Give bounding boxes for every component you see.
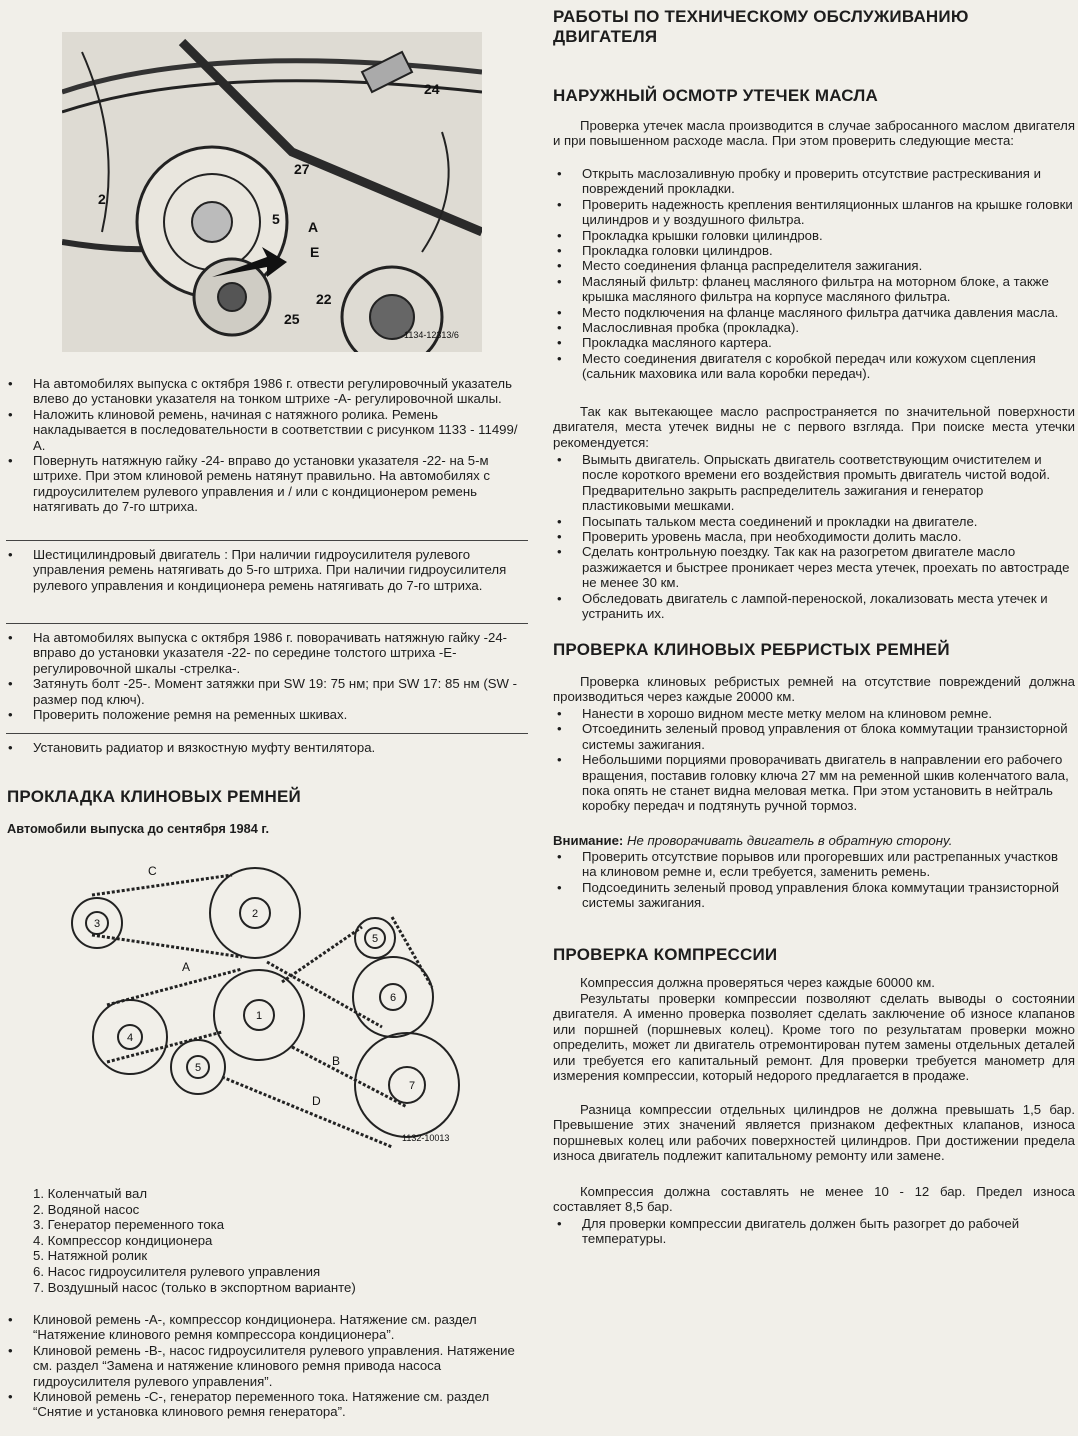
tensioner-figure (62, 32, 482, 352)
tension-list (6, 630, 526, 722)
list-item: • На автомобилях выпуска с октября 1986 г. поворачивать натяжную гайку -24- вправо до установки указателя -22- по середине толстого штриха -Е- регулировочной шкалы -стрелка-. (6, 630, 526, 676)
page-title: РАБОТЫ ПО ТЕХНИЧЕСКОМУ ОБСЛУЖИВАНИЮ ДВИГАТЕЛЯ (553, 7, 969, 46)
belt-label: C (148, 864, 157, 878)
callout-24: 24 (424, 81, 440, 97)
adjustment-list (6, 376, 526, 515)
legend-item: 6. Насос гидроусилителя рулевого управления (33, 1263, 321, 1279)
list-item: • Проверить отсутствие порывов или прогоревших или растрепанных участков на клиновом ремне и, если требуется, заменить ремень. (555, 849, 1075, 880)
list-item: • Клиновой ремень -С-, генератор переменного тока. Натяжение см. раздел “Снятие и установка клинового ремня генератора”. (6, 1389, 526, 1420)
list-item: • Для проверки компрессии двигатель должен быть разогрет до рабочей температуры. (555, 1216, 1075, 1247)
pulley-label: 2 (251, 908, 259, 920)
list-item: • Вымыть двигатель. Опрыскать двигатель соответствующим очистителем и после короткого времени его воздействия промыть двигатель чистой водой. Предварительно закрыть распределитель зажигания и генератор пластиковыми мешками. (555, 452, 1075, 514)
section-heading-oil-leaks: НАРУЖНЫЙ ОСМОТР УТЕЧЕК МАСЛА (553, 86, 878, 105)
list-item: • Клиновой ремень -В-, насос гидроусилителя рулевого управления. Натяжение см. раздел “Замена и натяжение клинового ремня привода насоса гидроусилителя рулевого управления”. (6, 1343, 526, 1389)
list-item: • Открыть маслозаливную пробку и проверить отсутствие растрескивания и повреждений прокладки. (555, 166, 1075, 197)
list-item: • Посыпать тальком места соединений и прокладки на двигателе. (555, 514, 1075, 529)
list-item: • Прокладка крышки головки цилиндров. (555, 228, 1075, 243)
list-item: • Клиновой ремень -А-, компрессор кондиционера. Натяжение см. раздел “Натяжение клинового ремня компрессора кондиционера”. (6, 1312, 526, 1343)
belt-label: D (312, 1094, 321, 1108)
list-item: • Проверить положение ремня на ременных шкивах. (6, 707, 526, 722)
pulley-label: 3 (93, 918, 101, 930)
belt-notes-list (6, 1312, 526, 1420)
list-item: • Прокладка головки цилиндров. (555, 243, 1075, 258)
list-item: • Подсоединить зеленый провод управления блока коммутации транзисторной системы зажигания. (555, 880, 1075, 911)
radiator-list (6, 740, 526, 755)
list-item: • Проверить надежность крепления вентиляционных шлангов на крышке головки цилиндров и у воздушного фильтра. (555, 197, 1075, 228)
callout-25: 25 (284, 311, 300, 327)
divider (6, 623, 528, 624)
section-heading-compression: ПРОВЕРКА КОМПРЕССИИ (553, 945, 778, 964)
figure-code: 1132-10013 (402, 1133, 450, 1143)
list-item: • Масляный фильтр: фланец масляного фильтра на моторном блоке, а также крышка масляного фильтра на корпусе масляного фильтра. (555, 274, 1075, 305)
list-item: • Сделать контрольную поездку. Так как на разогретом двигателе масло разжижается и быстрее проникает через места утечек, проехать по автостраде не менее 30 км. (555, 544, 1075, 590)
legend-item: 7. Воздушный насос (только в экспортном варианте) (33, 1279, 356, 1295)
list-item: • Наложить клиновой ремень, начиная с натяжного ролика. Ремень накладывается в последовательности в соответствии с рисунком 1133 - 11499/А. (6, 407, 526, 453)
legend-item: 3. Генератор переменного тока (33, 1217, 225, 1233)
warning-label: Внимание: (553, 833, 624, 848)
list-item: • Место подключения на фланце масляного фильтра датчика давления масла. (555, 305, 1075, 320)
list-item: • Шестицилиндровый двигатель : При наличии гидроусилителя рулевого управления ремень натягивать до 5-го штриха. При наличии гидроусилителя рулевого управления и кондиционера ремень натягивать до 7-го штриха. (6, 547, 526, 593)
callout-a: A (308, 219, 319, 235)
pulley-label: 4 (126, 1032, 134, 1044)
oil-intro: Проверка утечек масла производится в случае забросанного маслом двигателя и при повышенном расходе масла. При этом проверить следующие места: (553, 118, 1075, 149)
legend-item: 4. Компрессор кондиционера (33, 1232, 213, 1248)
legend-item: 1. Коленчатый вал (33, 1186, 148, 1201)
legend-item: 2. Водяной насос (33, 1201, 140, 1217)
pulley-label: 1 (255, 1010, 263, 1022)
divider (6, 540, 528, 541)
compression-p2: Результаты проверки компрессии позволяют сделать выводы о состоянии двигателя. А именно проверка позволяет сделать заключение об износе клапанов или поршней (поршневых колец). Кроме того по результатам проверки можно определить, может ли двигатель отремонтирован путем замены отдельных деталей или требуется его капитальный ремонт. Для проверки требуется манометр для измерения компрессии, который недорого предлагается в продаже. (553, 991, 1075, 1084)
list-item: • Установить радиатор и вязкостную муфту вентилятора. (6, 740, 526, 755)
compression-p4: Компрессия должна составлять не менее 10 - 12 бар. Предел износа составляет 8,5 бар. (553, 1184, 1075, 1215)
callout-e: E (310, 244, 320, 260)
callout-5: 5 (272, 211, 280, 227)
six-cylinder-list (6, 547, 526, 593)
list-item: • Небольшими порциями проворачивать двигатель в направлении его рабочего вращения, поставив головку ключа 27 мм на ременной шкив коленчатого вала, пока опять не станет видна меловая метка. При этом установить в нейтраль коробку передач и подтянуть ручной тормоз. (555, 752, 1075, 814)
divider (6, 733, 528, 734)
belt-check-intro: Проверка клиновых ребристых ремней на отсутствие повреждений должна производиться через каждые 20000 км. (553, 674, 1075, 705)
pulley-label: 7 (408, 1080, 416, 1092)
diagram-legend (33, 1186, 356, 1295)
warning-text: Не проворачивать двигатель в обратную сторону. (626, 833, 953, 848)
list-item: • На автомобилях выпуска с октября 1986 г. отвести регулировочный указатель влево до установки указателя на тонком штрихе -А- регулировочной шкалы. (6, 376, 526, 407)
leak-search-list (555, 452, 1075, 621)
compression-p3: Разница компрессии отдельных цилиндров не должна превышать 1,5 бар. Превышение этих значений является признаком дефектных клапанов, износа поршневых колец или рабочих поверхностей цилиндров. При достижении предела износа двигатель подлежит капитальному ремонту или замене. (553, 1102, 1075, 1164)
belt-label: A (182, 960, 191, 974)
list-item: • Прокладка масляного картера. (555, 335, 1075, 350)
pulley-label: 5 (194, 1062, 202, 1074)
list-item: • Отсоединить зеленый провод управления от блока коммутации транзисторной системы зажигания. (555, 721, 1075, 752)
belt-routing-diagram (62, 857, 472, 1157)
oil-check-list (555, 166, 1075, 382)
section-subheading: Автомобили выпуска до сентября 1984 г. (7, 821, 270, 836)
list-item: • Обследовать двигатель с лампой-переноской, локализовать места утечек и устранить их. (555, 591, 1075, 622)
figure-code: 1134-12313/6 (404, 330, 459, 340)
callout-22: 22 (316, 291, 332, 307)
oil-para2: Так как вытекающее масло распространяется по значительной поверхности двигателя, места утечек видны не с первого взгляда. При поиске места утечки рекомендуется: (553, 404, 1075, 450)
compression-list (555, 1216, 1075, 1247)
pulley-label: 6 (389, 992, 397, 1004)
list-item: • Место соединения фланца распределителя зажигания. (555, 258, 1075, 273)
belt-check-list (555, 706, 1075, 814)
list-item: • Место соединения двигателя с коробкой передач или кожухом сцепления (сальник маховика или вала коробки передач). (555, 351, 1075, 382)
list-item: • Проверить уровень масла, при необходимости долить масло. (555, 529, 1075, 544)
section-heading-belt-routing: ПРОКЛАДКА КЛИНОВЫХ РЕМНЕЙ (7, 787, 301, 806)
callout-27: 27 (294, 161, 310, 177)
section-heading-belt-check: ПРОВЕРКА КЛИНОВЫХ РЕБРИСТЫХ РЕМНЕЙ (553, 640, 950, 659)
list-item: • Нанести в хорошо видном месте метку мелом на клиновом ремне. (555, 706, 1075, 721)
legend-item: 5. Натяжной ролик (33, 1248, 148, 1264)
compression-p1: Компрессия должна проверяться через каждые 60000 км. (580, 975, 935, 990)
callout-2: 2 (98, 191, 106, 207)
belt-check-list-2 (555, 849, 1075, 911)
list-item: • Повернуть натяжную гайку -24- вправо до установки указателя -22- на 5-м штрихе. При этом клиновой ремень натянут правильно. На автомобилях с гидроусилителем рулевого управления и / или с кондиционером ремень натягивать до 7-го штриха. (6, 453, 526, 515)
pulley-label: 5 (371, 933, 379, 945)
list-item: • Маслосливная пробка (прокладка). (555, 320, 1075, 335)
warning-note (553, 833, 1075, 848)
list-item: • Затянуть болт -25-. Момент затяжки при SW 19: 75 нм; при SW 17: 85 нм (SW - размер под ключ). (6, 676, 526, 707)
belt-label: B (332, 1054, 341, 1068)
